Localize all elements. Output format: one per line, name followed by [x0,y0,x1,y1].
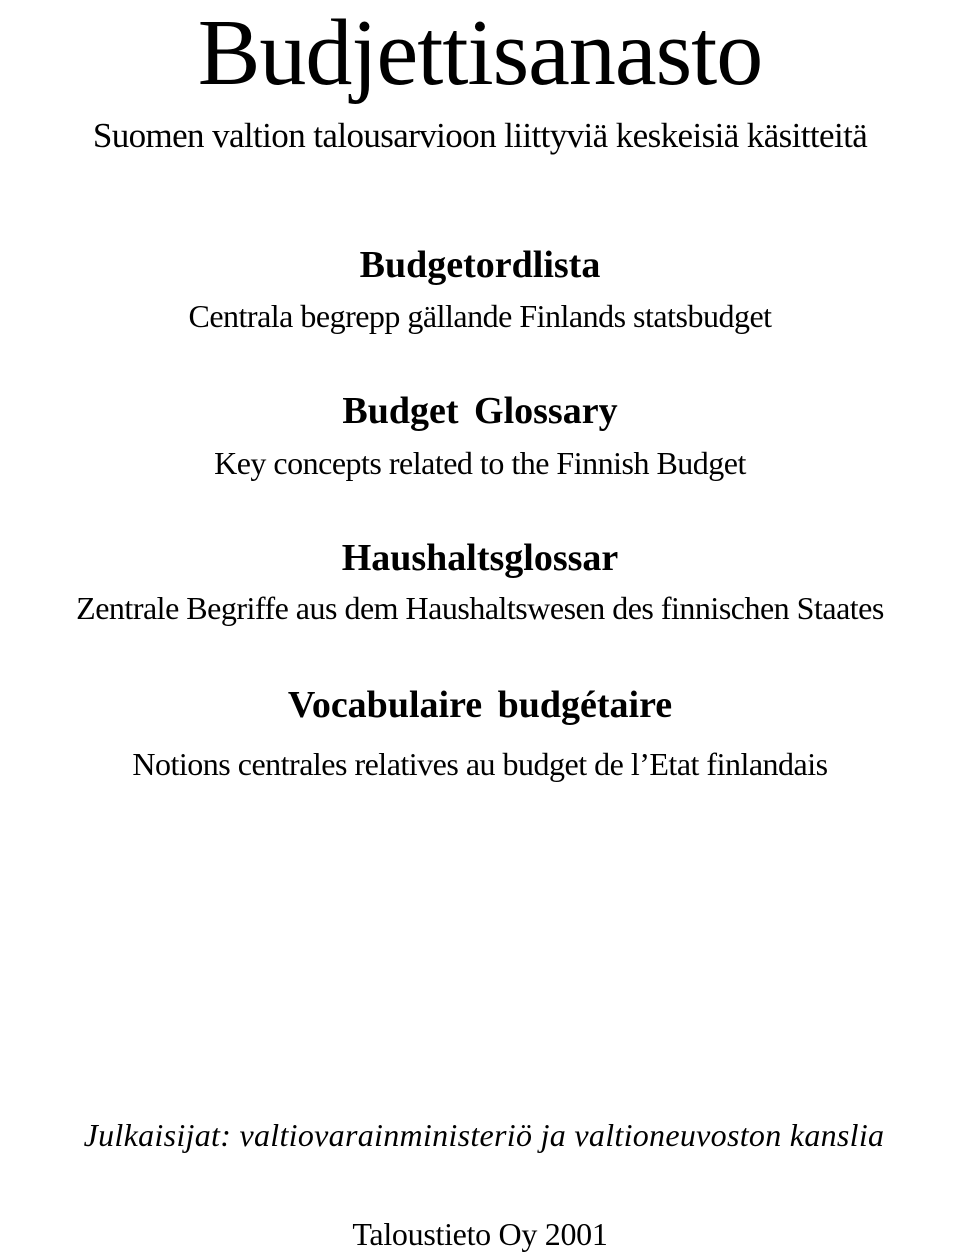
page-subtitle: Suomen valtion talousarvioon liittyviä keskeisiä käsitteitä [92,116,868,155]
publisher-line: Julkaisijat: valtiovarainministeriö ja valtioneuvoston kanslia [83,1117,885,1153]
section-subtitle-english: Key concepts related to the Finnish Budget [214,445,746,481]
section-heading-german: Haushaltsglossar [341,537,619,579]
section-subtitle-swedish: Centrala begrepp gällande Finlands statsbudget [188,298,772,334]
section-subtitle-french: Notions centrales relatives au budget de l’Etat finlandais [132,746,828,782]
page-title: Budjettisanasto [197,1,763,105]
section-subtitle-german: Zentrale Begriffe aus dem Haushaltswesen des finnischen Staates [76,590,884,626]
section-heading-french: Vocabulaire budgétaire [287,684,673,726]
section-heading-swedish: Budgetordlista [359,244,601,286]
imprint-line: Taloustieto Oy 2001 [352,1216,608,1252]
section-heading-english: Budget Glossary [342,390,618,432]
